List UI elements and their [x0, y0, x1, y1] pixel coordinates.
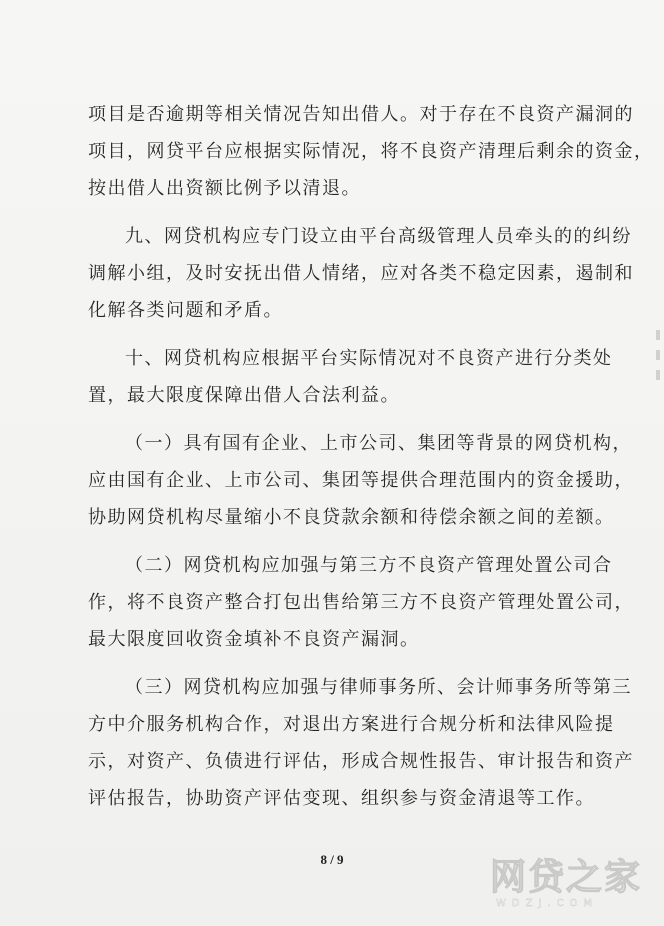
scan-mark — [656, 350, 660, 360]
scan-mark — [656, 370, 660, 380]
paragraph-item-10-3 — [88, 669, 634, 817]
paragraph-continuation — [88, 96, 654, 207]
text-line: 项目，网贷平台应根据实际情况，将不良资产清理后剩余的资金， — [88, 141, 654, 162]
text-line: 示，对资产、负债进行评估，形成合规性报告、审计报告和资产 — [88, 751, 634, 772]
paragraph-item-10-2 — [88, 547, 634, 658]
scan-mark — [656, 330, 660, 340]
text-line: 方中介服务机构合作，对退出方案进行合规分析和法律风险提 — [88, 714, 615, 735]
text-line: 化解各类问题和矛盾。 — [88, 300, 283, 321]
paragraph-item-10-1 — [88, 425, 634, 536]
paragraph-item-9 — [88, 218, 634, 329]
text-line: 应由国有企业、上市公司、集团等提供合理范围内的资金援助， — [88, 470, 634, 491]
watermark-text: 网贷之家 — [490, 857, 643, 898]
watermark-url: WDZJ.COM — [496, 898, 599, 909]
text-line: 评估报告，协助资产评估变现、组织参与资金清退等工作。 — [88, 788, 595, 809]
document-body — [88, 96, 654, 828]
paragraph-item-10 — [88, 340, 618, 414]
text-line: 作，将不良资产整合打包出售给第三方不良资产管理处置公司， — [88, 592, 634, 613]
text-line: （二）网贷机构应加强与第三方不良资产管理处置公司合 — [125, 555, 613, 576]
text-line: 十、网贷机构应根据平台实际情况对不良资产进行分类处 — [125, 348, 613, 369]
page-number: 8 / 9 — [320, 852, 344, 867]
text-line: 最大限度回收资金填补不良资产漏洞。 — [88, 629, 420, 650]
text-line: 调解小组，及时安抚出借人情绪，应对各类不稳定因素，遏制和 — [88, 263, 634, 284]
text-line: 项目是否逾期等相关情况告知出借人。对于存在不良资产漏洞的 — [88, 104, 634, 125]
text-line: 协助网贷机构尽量缩小不良贷款余额和待偿余额之间的差额。 — [88, 507, 615, 528]
text-line: （一）具有国有企业、上市公司、集团等背景的网贷机构， — [125, 433, 632, 454]
text-line: 按出借人出资额比例予以清退。 — [88, 178, 361, 199]
text-line: 九、网贷机构应专门设立由平台高级管理人员牵头的的纠纷 — [125, 226, 632, 247]
text-line: 置，最大限度保障出借人合法利益。 — [88, 385, 400, 406]
scan-edge-marks — [656, 330, 662, 390]
watermark-logo — [490, 858, 650, 918]
text-line: （三）网贷机构应加强与律师事务所、会计师事务所等第三 — [125, 677, 632, 698]
